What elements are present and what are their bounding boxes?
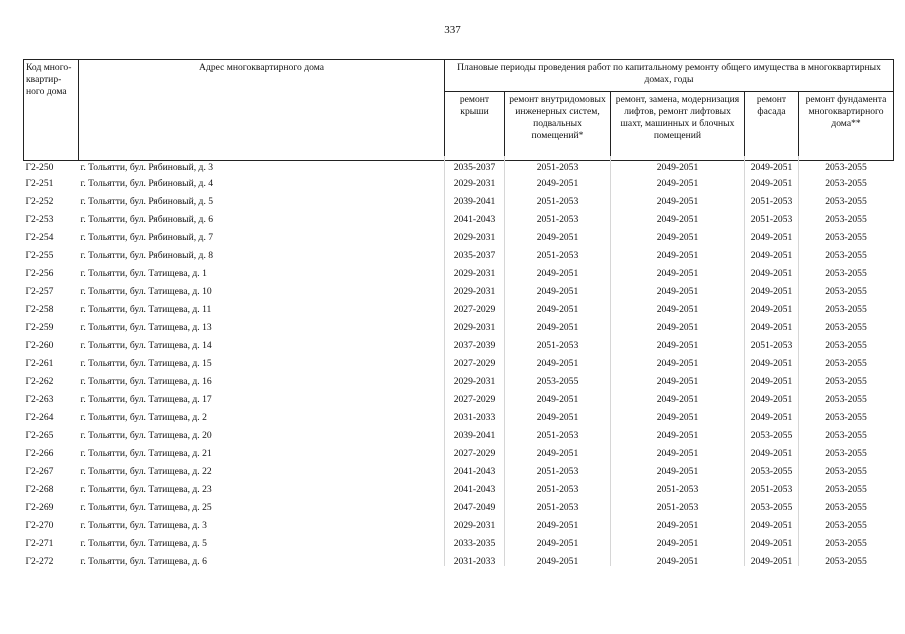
cell-facade-period: 2049-2051 [750,376,793,388]
cell-house-code: Г2-259 [25,322,54,334]
cell-roof-period: 2039-2041 [453,430,496,442]
cell-address: г. Тольятти, бул. Татищева, д. 22 [80,466,212,478]
cell-engineering-period: 2051-2053 [536,250,579,262]
cell-facade-period: 2051-2053 [750,340,793,352]
cell-facade-period: 2049-2051 [750,394,793,406]
cell-engineering-period: 2051-2053 [536,484,579,496]
cell-lift-period: 2051-2053 [656,484,699,496]
table-row [24,247,894,265]
cell-house-code: Г2-269 [25,502,54,514]
cell-lift-period: 2049-2051 [656,394,699,406]
table-row [24,391,894,409]
cell-engineering-period: 2051-2053 [536,340,579,352]
cell-engineering-period: 2049-2051 [536,322,579,334]
cell-house-code: Г2-256 [25,268,54,280]
cell-roof-period: 2035-2037 [453,250,496,262]
cell-facade-period: 2049-2051 [750,412,793,424]
cell-facade-period: 2049-2051 [750,358,793,370]
cell-address: г. Тольятти, бул. Татищева, д. 3 [80,520,207,532]
cell-facade-period: 2049-2051 [750,520,793,532]
cell-engineering-period: 2049-2051 [536,304,579,316]
cell-lift-period: 2049-2051 [656,268,699,280]
cell-address: г. Тольятти, бул. Татищева, д. 23 [80,484,212,496]
table-row [24,229,894,247]
cell-foundation-period: 2053-2055 [825,286,867,298]
cell-lift-period: 2049-2051 [656,178,699,190]
cell-engineering-period: 2049-2051 [536,556,579,568]
cell-facade-period: 2049-2051 [750,538,793,550]
cell-roof-period: 2037-2039 [453,340,496,352]
cell-engineering-period: 2049-2051 [536,394,579,406]
cell-engineering-period: 2049-2051 [536,268,579,280]
cell-engineering-period: 2053-2055 [536,376,579,388]
cell-facade-period: 2049-2051 [750,178,793,190]
cell-house-code: Г2-261 [25,358,54,370]
cell-facade-period: 2051-2053 [750,214,793,226]
cell-address: г. Тольятти, бул. Татищева, д. 1 [80,268,207,280]
cell-facade-period: 2049-2051 [750,162,793,174]
cell-foundation-period: 2053-2055 [825,232,867,244]
cell-lift-period: 2049-2051 [656,358,699,370]
cell-engineering-period: 2051-2053 [536,214,579,226]
cell-roof-period: 2027-2029 [453,304,496,316]
cell-facade-period: 2049-2051 [750,448,793,460]
header-address: Адрес многоквартирного дома [79,60,445,161]
cell-house-code: Г2-262 [25,376,54,388]
cell-address: г. Тольятти, бул. Татищева, д. 25 [80,502,212,514]
cell-address: г. Тольятти, бул. Татищева, д. 6 [80,556,207,568]
header-engineering-repair: ремонт внутридомовых инженерных систем, подвальных помещений* [505,92,611,161]
table-row [24,553,894,571]
column-divider [504,156,505,566]
cell-facade-period: 2049-2051 [750,322,793,334]
page-number: 337 [444,24,461,36]
table-row [24,283,894,301]
cell-house-code: Г2-265 [25,430,54,442]
header-foundation-repair: ремонт фундамента многоквартирного дома** [799,92,894,161]
cell-house-code: Г2-253 [25,214,54,226]
header-facade-repair: ремонт фасада [745,92,799,161]
cell-foundation-period: 2053-2055 [825,162,867,174]
cell-house-code: Г2-272 [25,556,54,568]
cell-foundation-period: 2053-2055 [825,502,867,514]
cell-engineering-period: 2049-2051 [536,178,579,190]
cell-lift-period: 2049-2051 [656,286,699,298]
cell-address: г. Тольятти, бул. Татищева, д. 13 [80,322,212,334]
cell-facade-period: 2049-2051 [750,232,793,244]
cell-house-code: Г2-268 [25,484,54,496]
cell-foundation-period: 2053-2055 [825,484,867,496]
cell-engineering-period: 2051-2053 [536,162,579,174]
table-row [24,517,894,535]
cell-foundation-period: 2053-2055 [825,412,867,424]
cell-house-code: Г2-258 [25,304,54,316]
cell-foundation-period: 2053-2055 [825,322,867,334]
cell-house-code: Г2-252 [25,196,54,208]
cell-roof-period: 2029-2031 [453,322,496,334]
cell-foundation-period: 2053-2055 [825,250,867,262]
cell-foundation-period: 2053-2055 [825,448,867,460]
cell-roof-period: 2029-2031 [453,232,496,244]
cell-lift-period: 2049-2051 [656,214,699,226]
cell-roof-period: 2027-2029 [453,394,496,406]
cell-roof-period: 2041-2043 [453,484,496,496]
table-row [24,175,894,193]
table-row [24,463,894,481]
cell-facade-period: 2051-2053 [750,196,793,208]
cell-house-code: Г2-267 [25,466,54,478]
column-divider [744,156,745,566]
cell-lift-period: 2049-2051 [656,304,699,316]
cell-address: г. Тольятти, бул. Татищева, д. 14 [80,340,212,352]
cell-roof-period: 2029-2031 [453,286,496,298]
table-body [24,161,894,572]
cell-roof-period: 2027-2029 [453,358,496,370]
cell-address: г. Тольятти, бул. Рябиновый, д. 8 [80,250,214,262]
cell-lift-period: 2049-2051 [656,412,699,424]
cell-house-code: Г2-254 [25,232,54,244]
cell-address: г. Тольятти, бул. Рябиновый, д. 7 [80,232,214,244]
cell-foundation-period: 2053-2055 [825,466,867,478]
cell-roof-period: 2039-2041 [453,196,496,208]
cell-address: г. Тольятти, бул. Рябиновый, д. 3 [80,162,214,174]
cell-roof-period: 2029-2031 [453,376,496,388]
cell-lift-period: 2049-2051 [656,232,699,244]
table-row [24,337,894,355]
cell-engineering-period: 2051-2053 [536,502,579,514]
cell-lift-period: 2049-2051 [656,322,699,334]
cell-lift-period: 2049-2051 [656,538,699,550]
cell-lift-period: 2049-2051 [656,448,699,460]
cell-lift-period: 2049-2051 [656,376,699,388]
header-roof-repair: ремонт крыши [445,92,505,161]
cell-facade-period: 2049-2051 [750,556,793,568]
cell-engineering-period: 2051-2053 [536,466,579,478]
table-row [24,445,894,463]
cell-lift-period: 2049-2051 [656,466,699,478]
cell-roof-period: 2047-2049 [453,502,496,514]
cell-lift-period: 2049-2051 [656,340,699,352]
table-row [24,535,894,553]
table-row [24,355,894,373]
header-lift-repair: ремонт, замена, модернизация лифтов, ремонт лифтовых шахт, машинных и блочных помещений [611,92,745,161]
cell-address: г. Тольятти, бул. Татищева, д. 15 [80,358,212,370]
cell-facade-period: 2053-2055 [750,466,793,478]
cell-house-code: Г2-260 [25,340,54,352]
table-row [24,319,894,337]
cell-lift-period: 2049-2051 [656,520,699,532]
cell-roof-period: 2041-2043 [453,214,496,226]
cell-facade-period: 2049-2051 [750,286,793,298]
cell-foundation-period: 2053-2055 [825,340,867,352]
cell-roof-period: 2029-2031 [453,268,496,280]
table-row [24,193,894,211]
cell-house-code: Г2-264 [25,412,54,424]
cell-engineering-period: 2051-2053 [536,196,579,208]
cell-foundation-period: 2053-2055 [825,394,867,406]
cell-lift-period: 2049-2051 [656,556,699,568]
column-divider [798,156,799,566]
column-divider [610,156,611,566]
cell-lift-period: 2051-2053 [656,502,699,514]
cell-engineering-period: 2049-2051 [536,538,579,550]
cell-foundation-period: 2053-2055 [825,178,867,190]
header-house-code: Код много- квартир- ного дома [24,60,79,161]
repair-schedule-table [23,59,894,571]
cell-foundation-period: 2053-2055 [825,304,867,316]
cell-lift-period: 2049-2051 [656,430,699,442]
table-row [24,211,894,229]
cell-engineering-period: 2049-2051 [536,232,579,244]
table-row [24,427,894,445]
cell-foundation-period: 2053-2055 [825,358,867,370]
table-row [24,301,894,319]
cell-facade-period: 2053-2055 [750,502,793,514]
cell-engineering-period: 2049-2051 [536,448,579,460]
cell-roof-period: 2031-2033 [453,412,496,424]
cell-foundation-period: 2053-2055 [825,520,867,532]
cell-foundation-period: 2053-2055 [825,556,867,568]
table-row [24,161,894,176]
cell-roof-period: 2031-2033 [453,556,496,568]
cell-roof-period: 2035-2037 [453,162,496,174]
cell-roof-period: 2029-2031 [453,178,496,190]
cell-address: г. Тольятти, бул. Рябиновый, д. 5 [80,196,214,208]
cell-address: г. Тольятти, бул. Татищева, д. 5 [80,538,207,550]
cell-address: г. Тольятти, бул. Татищева, д. 20 [80,430,212,442]
cell-house-code: Г2-257 [25,286,54,298]
cell-roof-period: 2041-2043 [453,466,496,478]
cell-roof-period: 2029-2031 [453,520,496,532]
cell-address: г. Тольятти, бул. Рябиновый, д. 4 [80,178,214,190]
cell-house-code: Г2-250 [25,162,54,174]
cell-engineering-period: 2051-2053 [536,430,579,442]
cell-lift-period: 2049-2051 [656,196,699,208]
cell-facade-period: 2049-2051 [750,250,793,262]
cell-facade-period: 2051-2053 [750,484,793,496]
cell-house-code: Г2-270 [25,520,54,532]
cell-engineering-period: 2049-2051 [536,412,579,424]
cell-house-code: Г2-263 [25,394,54,406]
cell-facade-period: 2049-2051 [750,268,793,280]
cell-address: г. Тольятти, бул. Татищева, д. 21 [80,448,212,460]
cell-roof-period: 2033-2035 [453,538,496,550]
cell-address: г. Тольятти, бул. Татищева, д. 16 [80,376,212,388]
cell-house-code: Г2-255 [25,250,54,262]
cell-lift-period: 2049-2051 [656,250,699,262]
header-planned-periods: Плановые периоды проведения работ по капитальному ремонту общего имущества в многоквартирных домах, годы [445,60,894,92]
cell-foundation-period: 2053-2055 [825,538,867,550]
cell-address: г. Тольятти, бул. Рябиновый, д. 6 [80,214,214,226]
cell-house-code: Г2-251 [25,178,54,190]
cell-engineering-period: 2049-2051 [536,520,579,532]
table-row [24,499,894,517]
cell-foundation-period: 2053-2055 [825,196,867,208]
table-row [24,265,894,283]
cell-house-code: Г2-271 [25,538,54,550]
cell-facade-period: 2053-2055 [750,430,793,442]
table-row [24,373,894,391]
cell-foundation-period: 2053-2055 [825,430,867,442]
cell-address: г. Тольятти, бул. Татищева, д. 11 [80,304,212,316]
cell-roof-period: 2027-2029 [453,448,496,460]
cell-address: г. Тольятти, бул. Татищева, д. 17 [80,394,212,406]
cell-house-code: Г2-266 [25,448,54,460]
cell-foundation-period: 2053-2055 [825,376,867,388]
cell-foundation-period: 2053-2055 [825,268,867,280]
cell-address: г. Тольятти, бул. Татищева, д. 2 [80,412,207,424]
cell-address: г. Тольятти, бул. Татищева, д. 10 [80,286,212,298]
column-divider [444,156,445,566]
cell-lift-period: 2049-2051 [656,162,699,174]
table-row [24,409,894,427]
cell-engineering-period: 2049-2051 [536,358,579,370]
table-row [24,481,894,499]
cell-facade-period: 2049-2051 [750,304,793,316]
cell-foundation-period: 2053-2055 [825,214,867,226]
cell-engineering-period: 2049-2051 [536,286,579,298]
